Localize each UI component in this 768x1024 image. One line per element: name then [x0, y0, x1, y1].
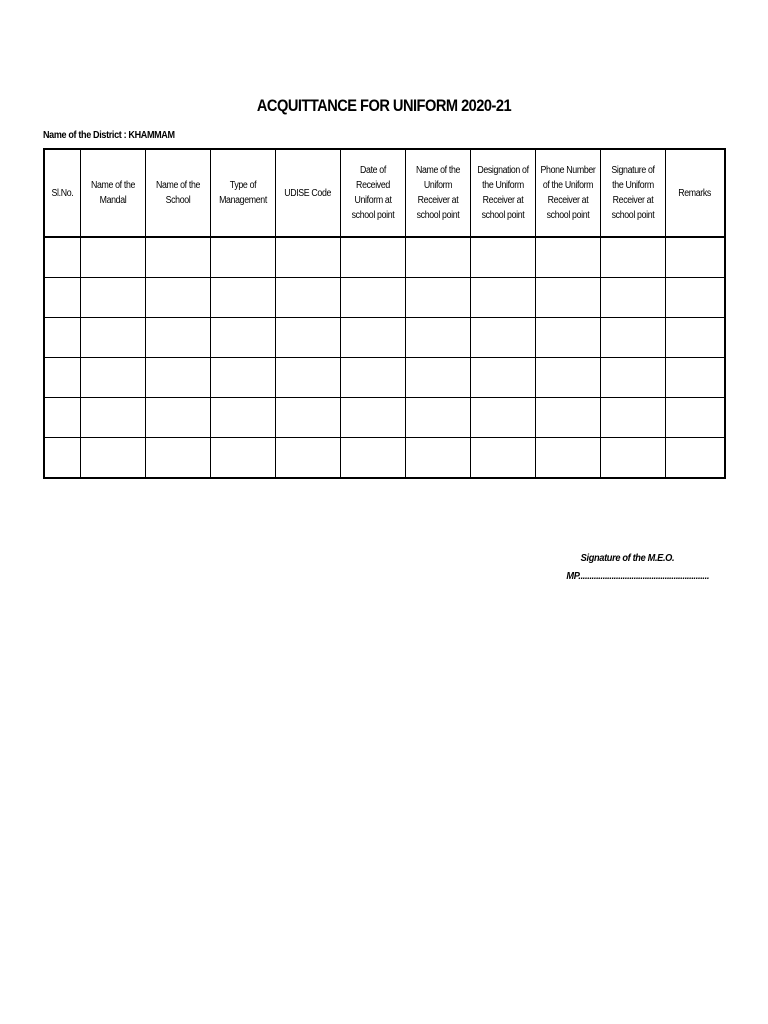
table-cell [665, 398, 725, 438]
table-row [44, 438, 725, 479]
table-cell [44, 438, 80, 479]
table-cell [470, 318, 535, 358]
table-cell [600, 318, 665, 358]
table-cell [44, 278, 80, 318]
table-cell [535, 237, 600, 278]
table-cell [340, 438, 405, 479]
table-cell [340, 278, 405, 318]
table-cell [80, 278, 145, 318]
column-header-phone: Phone Number of the Uniform Receiver at school point [535, 149, 600, 237]
table-cell [535, 318, 600, 358]
table-cell [405, 398, 470, 438]
column-header-date-received: Date of Received Uniform at school point [340, 149, 405, 237]
table-cell [210, 278, 275, 318]
table-row [44, 278, 725, 318]
table-cell [600, 438, 665, 479]
table-cell [210, 398, 275, 438]
table-cell [405, 237, 470, 278]
table-cell [535, 278, 600, 318]
table-row [44, 358, 725, 398]
table-cell [405, 318, 470, 358]
table-cell [600, 237, 665, 278]
column-header-mandal: Name of the Mandal [80, 149, 145, 237]
table-cell [665, 278, 725, 318]
table-cell [80, 438, 145, 479]
table-cell [405, 358, 470, 398]
table-cell [405, 438, 470, 479]
mp-signature-line: MP........................................................... [566, 570, 710, 582]
table-cell [275, 398, 340, 438]
table-cell [340, 237, 405, 278]
table-cell [600, 358, 665, 398]
column-header-management: Type of Management [210, 149, 275, 237]
table-cell [665, 438, 725, 479]
table-row [44, 237, 725, 278]
table-cell [665, 318, 725, 358]
table-cell [44, 318, 80, 358]
table-cell [275, 237, 340, 278]
table-cell [470, 237, 535, 278]
table-cell [535, 438, 600, 479]
table-cell [405, 278, 470, 318]
table-cell [275, 278, 340, 318]
table-cell [80, 358, 145, 398]
table-cell [470, 398, 535, 438]
table-cell [340, 398, 405, 438]
table-cell [145, 237, 210, 278]
meo-signature-label: Signature of the M.E.O. [580, 552, 675, 564]
column-header-udise: UDISE Code [275, 149, 340, 237]
table-cell [600, 278, 665, 318]
table-cell [145, 438, 210, 479]
table-cell [44, 358, 80, 398]
table-cell [535, 358, 600, 398]
column-header-school: Name of the School [145, 149, 210, 237]
document-title: ACQUITTANCE FOR UNIFORM 2020-21 [256, 96, 512, 115]
table-cell [145, 318, 210, 358]
table-cell [145, 398, 210, 438]
table-cell [600, 398, 665, 438]
table-cell [44, 237, 80, 278]
table-cell [340, 358, 405, 398]
table-row [44, 398, 725, 438]
district-label: Name of the District : KHAMMAM [43, 129, 175, 141]
table-cell [80, 318, 145, 358]
table-cell [145, 278, 210, 318]
table-cell [80, 398, 145, 438]
table-cell [470, 438, 535, 479]
table-cell [275, 438, 340, 479]
table-cell [470, 278, 535, 318]
table-cell [210, 358, 275, 398]
table-cell [665, 237, 725, 278]
table-cell [275, 358, 340, 398]
column-header-receiver-name: Name of the Uniform Receiver at school point [405, 149, 470, 237]
table-cell [340, 318, 405, 358]
column-header-sl-no: Sl.No. [44, 149, 80, 237]
column-header-signature: Signature of the Uniform Receiver at school point [600, 149, 665, 237]
table-cell [470, 358, 535, 398]
table-cell [665, 358, 725, 398]
table-cell [210, 438, 275, 479]
table-cell [44, 398, 80, 438]
column-header-designation: Designation of the Uniform Receiver at school point [470, 149, 535, 237]
table-row [44, 318, 725, 358]
column-header-remarks: Remarks [665, 149, 725, 237]
table-cell [210, 237, 275, 278]
table-cell [80, 237, 145, 278]
table-cell [535, 398, 600, 438]
table-cell [275, 318, 340, 358]
acquittance-table [43, 148, 726, 479]
signature-block [540, 552, 720, 582]
table-cell [145, 358, 210, 398]
header-row [44, 149, 725, 237]
table-cell [210, 318, 275, 358]
